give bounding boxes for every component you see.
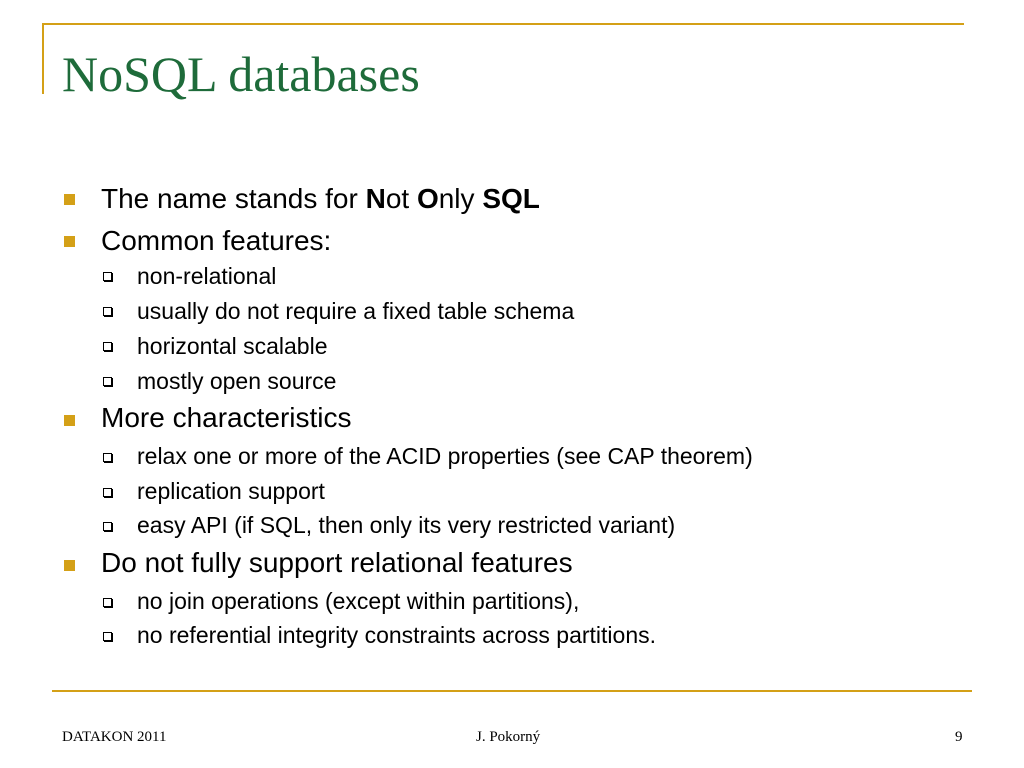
sub-bullet-square-icon (103, 307, 112, 316)
bullet-text: The name stands for (101, 183, 366, 214)
bullet-common-features: Common features: (101, 225, 332, 256)
sub-bullet-square-icon (103, 522, 112, 531)
bold-sql: SQL (482, 183, 540, 214)
bullet-square-icon (64, 236, 75, 247)
bullet-relational-features: Do not fully support relational features (101, 547, 573, 578)
bullet-square-icon (64, 415, 75, 426)
sub-bullet-square-icon (103, 272, 112, 281)
sub-bullet-square-icon (103, 598, 112, 607)
sub-bullet-square-icon (103, 377, 112, 386)
sub-bullet-item: horizontal scalable (137, 333, 328, 359)
sub-bullet-square-icon (103, 453, 112, 462)
sub-bullet-item: mostly open source (137, 368, 337, 394)
bullet-name-meaning (101, 182, 540, 216)
bullet-square-icon (64, 194, 75, 205)
footer-page-number: 9 (955, 729, 963, 745)
bullet-text: ot (385, 183, 417, 214)
sub-bullet-square-icon (103, 632, 112, 641)
sub-bullet-item: non-relational (137, 263, 277, 289)
sub-bullet-square-icon (103, 488, 112, 497)
bold-letter-o: O (416, 183, 439, 214)
footer-author: J. Pokorný (476, 729, 541, 745)
footer-rule (52, 690, 972, 692)
bullet-text: nly (438, 183, 483, 214)
slide-title: NoSQL databases (62, 46, 420, 102)
bold-letter-n: N (365, 183, 386, 214)
sub-bullet-square-icon (103, 342, 112, 351)
bullet-more-characteristics: More characteristics (101, 402, 352, 433)
footer-conference: DATAKON 2011 (62, 729, 167, 745)
sub-bullet-item: easy API (if SQL, then only its very restricted variant) (137, 512, 676, 538)
sub-bullet-item: relax one or more of the ACID properties (see CAP theorem) (137, 443, 753, 469)
frame-top-rule (42, 23, 964, 25)
frame-left-rule (42, 23, 44, 94)
sub-bullet-item: replication support (137, 478, 325, 504)
sub-bullet-item: no referential integrity constraints across partitions. (137, 622, 657, 648)
bullet-square-icon (64, 560, 75, 571)
sub-bullet-item: usually do not require a fixed table schema (137, 298, 575, 324)
sub-bullet-item: no join operations (except within partitions), (137, 588, 580, 614)
